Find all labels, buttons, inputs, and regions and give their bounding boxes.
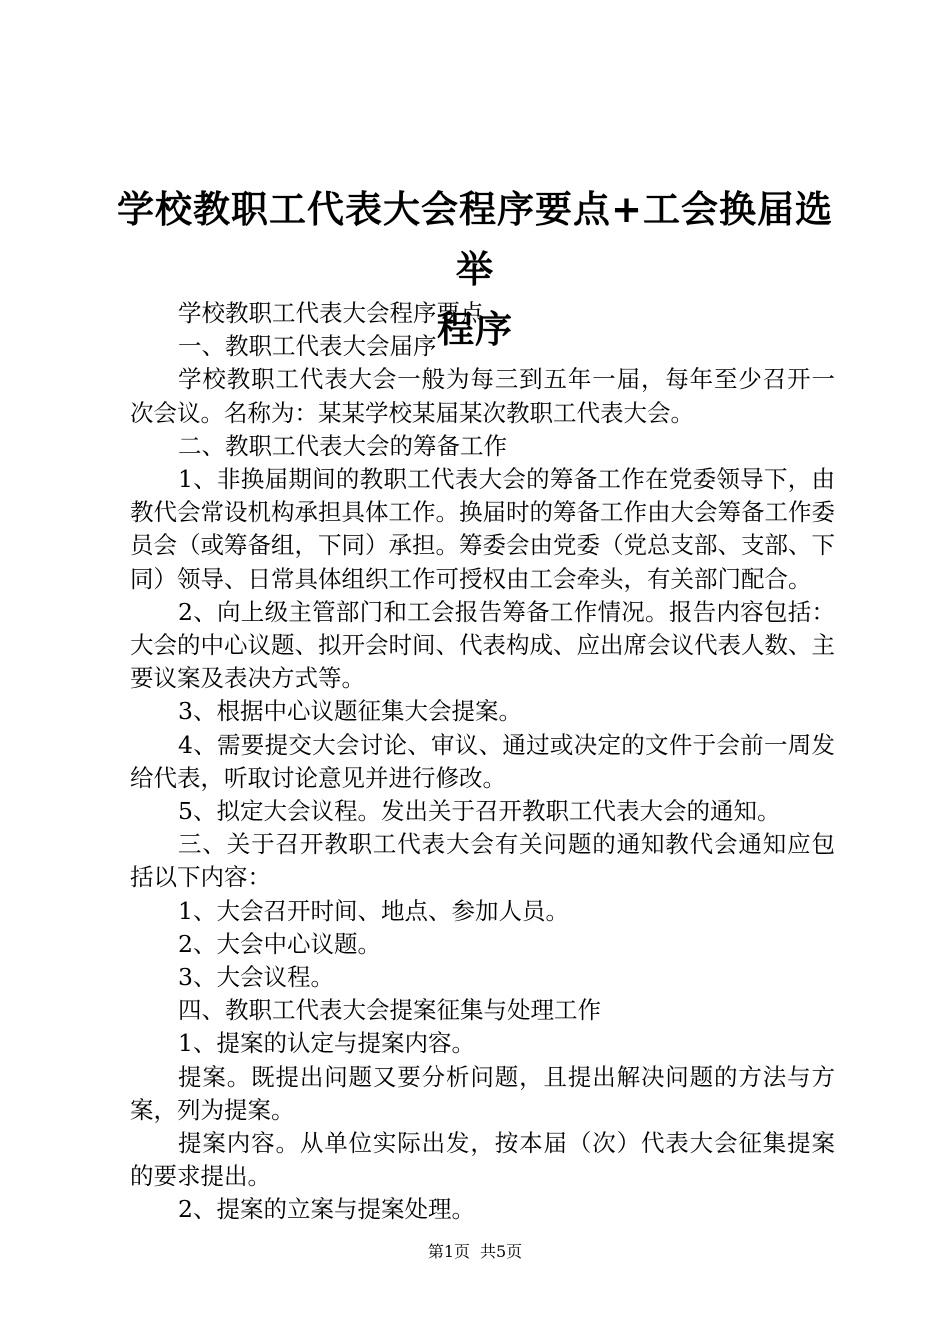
section-heading-1: 一、教职工代表大会届序 bbox=[178, 332, 437, 361]
page-total: 共5页 bbox=[480, 1242, 523, 1261]
document-body bbox=[130, 297, 835, 1227]
section-heading-4: 四、教职工代表大会提案征集与处理工作 bbox=[178, 996, 601, 1025]
list-item: 2、大会中心议题。 bbox=[178, 929, 381, 958]
list-item: 3、大会议程。 bbox=[178, 963, 334, 992]
paragraph-heading-main: 学校教职工代表大会程序要点 bbox=[178, 299, 484, 327]
paragraph: 提案内容。从单位实际出发，按本届（次）代表大会征集提案的要求提出。 bbox=[130, 1129, 835, 1191]
paragraph: 4、需要提交大会讨论、审议、通过或决定的文件于会前一周发给代表，听取讨论意见并进行修改。 bbox=[130, 730, 835, 792]
list-item: 1、大会召开时间、地点、参加人员。 bbox=[178, 896, 569, 925]
paragraph: 2、提案的立案与提案处理。 bbox=[178, 1195, 475, 1224]
paragraph: 学校教职工代表大会一般为每三到五年一届，每年至少召开一次会议。名称为：某某学校某届某次教职工代表大会。 bbox=[130, 365, 835, 427]
paragraph: 2、向上级主管部门和工会报告筹备工作情况。报告内容包括：大会的中心议题、拟开会时间、代表构成、应出席会议代表人数、主要议案及表决方式等。 bbox=[130, 597, 835, 693]
page-footer bbox=[0, 1240, 950, 1264]
paragraph: 3、根据中心议题征集大会提案。 bbox=[178, 697, 522, 726]
section-heading-3: 三、关于召开教职工代表大会有关问题的通知教代会通知应包括以下内容： bbox=[130, 830, 835, 892]
paragraph: 1、提案的认定与提案内容。 bbox=[178, 1029, 475, 1058]
title-line-1: 学校教职工代表大会程序要点+工会换届选举 bbox=[116, 188, 833, 291]
paragraph: 1、非换届期间的教职工代表大会的筹备工作在党委领导下，由教代会常设机构承担具体工作。换届时的筹备工作由大会筹备工作委员会（或筹备组，下同）承担。筹委会由党委（党总支部、支部、下同）领导、日常具体组织工作可授权由工会牵头，有关部门配合。 bbox=[130, 465, 835, 593]
section-heading-2: 二、教职工代表大会的筹备工作 bbox=[178, 431, 507, 460]
title-line-2: 程序 bbox=[437, 308, 513, 351]
page-number: 第1页 bbox=[427, 1242, 470, 1261]
paragraph: 提案。既提出问题又要分析问题，且提出解决问题的方法与方案，列为提案。 bbox=[130, 1062, 835, 1124]
paragraph: 5、拟定大会议程。发出关于召开教职工代表大会的通知。 bbox=[178, 797, 781, 826]
